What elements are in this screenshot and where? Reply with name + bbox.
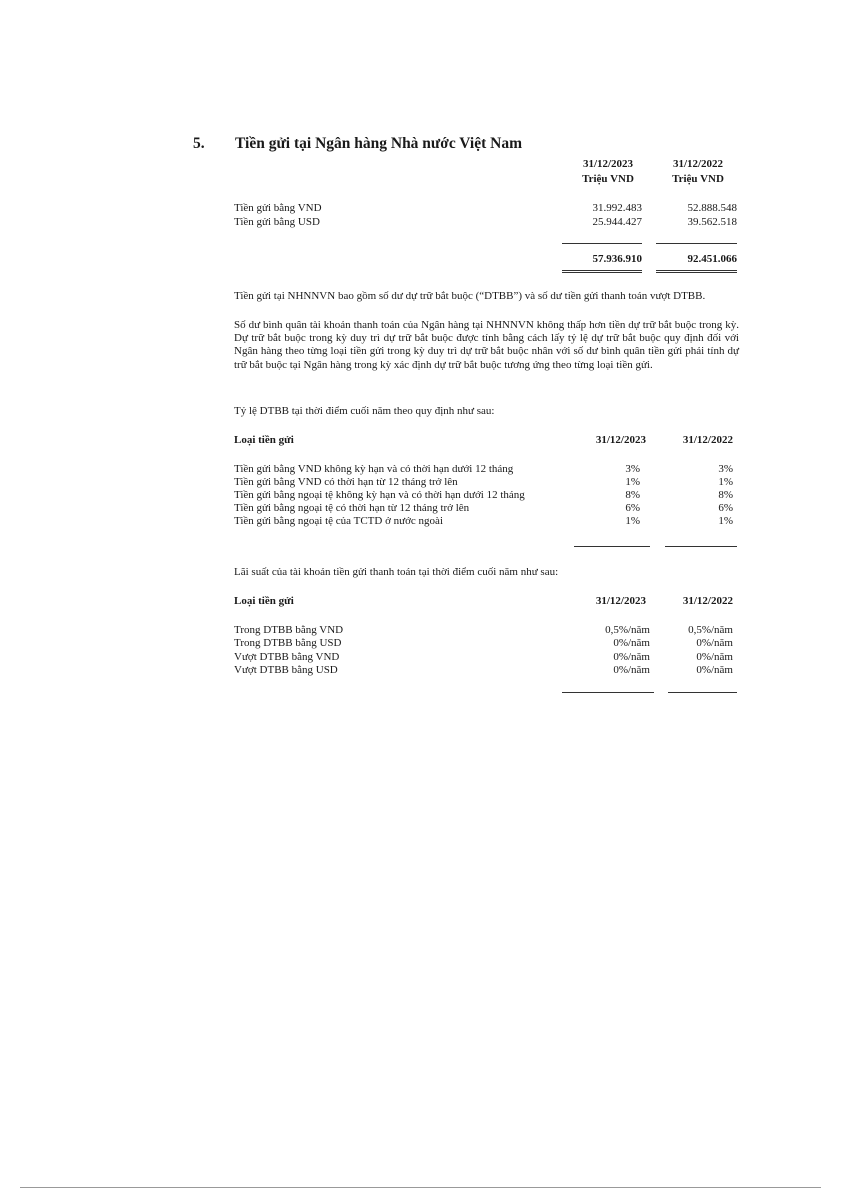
- deposits-col-2023-unit: Triệu VND: [582, 173, 634, 185]
- ratio-row-value-2023: 1%: [625, 476, 640, 488]
- rate-table-header-2022: 31/12/2022: [682, 595, 733, 607]
- deposits-col-2023-date: 31/12/2023: [582, 158, 634, 170]
- ratio-row-label: Tiền gửi bằng VND có thời hạn từ 12 tháng trở lên: [234, 476, 458, 488]
- ratio-row-label: Tiền gửi bằng ngoại tệ có thời hạn từ 12 tháng trở lên: [234, 502, 470, 514]
- rate-table-header-label: Loại tiền gửi: [234, 595, 294, 607]
- paragraph-rate-intro: Lãi suất của tài khoản tiền gửi thanh toán tại thời điểm cuối năm như sau:: [234, 566, 559, 578]
- deposits-total-2022: 92.451.066: [687, 253, 737, 265]
- rate-row-label: Trong DTBB bằng USD: [234, 637, 342, 649]
- section-title: Tiền gửi tại Ngân hàng Nhà nước Việt Nam: [235, 135, 522, 152]
- deposits-row-value-2022: 39.562.518: [687, 216, 737, 228]
- ratio-row-value-2023: 6%: [625, 502, 640, 514]
- rate-row-value-2023: 0%/năm: [613, 664, 650, 676]
- paragraph-dtbb-explanation: Số dư bình quân tài khoản thanh toán của Ngân hàng tại NHNNVN không thấp hơn tiền dự trữ bắt buộc trong kỳ. Dự trữ bắt buộc trong kỳ duy trì dự trữ bắt buộc được tính bằng cách lấy tỷ lệ dự trữ bắt buộc quy định đối với Ngân hàng theo từng loại tiền gửi trong kỳ duy trì dự trữ bắt buộc nhân với số dư bình quân tiền gửi phải tính dự trữ bắt buộc tại Ngân hàng trong kỳ xác định dự trữ bắt buộc tương ứng theo từng loại tiền gửi.: [234, 319, 739, 371]
- ratio-table-header-label: Loại tiền gửi: [234, 434, 294, 446]
- rate-bottom-rule-2023: [562, 692, 654, 693]
- ratio-row-value-2022: 1%: [718, 476, 733, 488]
- deposits-total-2023: 57.936.910: [592, 253, 642, 265]
- ratio-row-value-2022: 1%: [718, 515, 733, 527]
- deposits-col-2022-unit: Triệu VND: [672, 173, 724, 185]
- rate-row-value-2023: 0%/năm: [613, 651, 650, 663]
- rate-row-value-2023: 0%/năm: [613, 637, 650, 649]
- paragraph-ratio-intro: Tỷ lệ DTBB tại thời điểm cuối năm theo quy định như sau:: [234, 405, 495, 417]
- ratio-row-value-2022: 6%: [718, 502, 733, 514]
- section-number: 5.: [193, 135, 205, 152]
- ratio-bottom-rule-2023: [574, 546, 650, 547]
- deposits-total-double-rule-2022: [656, 272, 737, 273]
- deposits-total-rule-2023: [562, 270, 642, 271]
- ratio-table-header-2023: 31/12/2023: [595, 434, 646, 446]
- ratio-row-label: Tiền gửi bằng ngoại tệ không kỳ hạn và có thời hạn dưới 12 tháng: [234, 489, 525, 501]
- deposits-col-2022-date: 31/12/2022: [672, 158, 724, 170]
- deposits-col-2023-header: [563, 157, 653, 187]
- deposits-total-double-rule-2023: [562, 272, 642, 273]
- deposits-total-rule-2022: [656, 270, 737, 271]
- rate-row-value-2022: 0,5%/năm: [688, 624, 733, 636]
- ratio-row-value-2023: 1%: [625, 515, 640, 527]
- deposits-subtotal-rule-2023: [562, 243, 642, 244]
- rate-bottom-rule-2022: [668, 692, 737, 693]
- rate-row-value-2022: 0%/năm: [696, 637, 733, 649]
- rate-row-label: Vượt DTBB bằng VND: [234, 651, 340, 663]
- deposits-row-label: Tiền gửi bằng VND: [234, 202, 322, 214]
- rate-row-label: Vượt DTBB bằng USD: [234, 664, 338, 676]
- ratio-row-value-2022: 3%: [718, 463, 733, 475]
- deposits-row-value-2022: 52.888.548: [687, 202, 737, 214]
- deposits-subtotal-rule-2022: [656, 243, 737, 244]
- ratio-row-value-2023: 3%: [625, 463, 640, 475]
- rate-row-value-2023: 0,5%/năm: [605, 624, 650, 636]
- ratio-row-label: Tiền gửi bằng ngoại tệ của TCTD ở nước ngoài: [234, 515, 443, 527]
- rate-row-value-2022: 0%/năm: [696, 664, 733, 676]
- deposits-row-value-2023: 31.992.483: [592, 202, 642, 214]
- deposits-col-2022-header: [653, 157, 743, 187]
- deposits-row-value-2023: 25.944.427: [592, 216, 642, 228]
- ratio-bottom-rule-2022: [665, 546, 737, 547]
- page-bottom-border: [20, 1187, 821, 1188]
- ratio-row-label: Tiền gửi bằng VND không kỳ hạn và có thời hạn dưới 12 tháng: [234, 463, 514, 475]
- rate-row-value-2022: 0%/năm: [696, 651, 733, 663]
- ratio-row-value-2023: 8%: [625, 489, 640, 501]
- rate-table-header-2023: 31/12/2023: [595, 595, 646, 607]
- ratio-table-header-2022: 31/12/2022: [682, 434, 733, 446]
- ratio-row-value-2022: 8%: [718, 489, 733, 501]
- deposits-row-label: Tiền gửi bằng USD: [234, 216, 320, 228]
- rate-row-label: Trong DTBB bằng VND: [234, 624, 344, 636]
- paragraph-dtbb-definition: Tiền gửi tại NHNNVN bao gồm số dư dự trữ bắt buộc (“DTBB”) và số dư tiền gửi thanh toán vượt DTBB.: [234, 290, 706, 302]
